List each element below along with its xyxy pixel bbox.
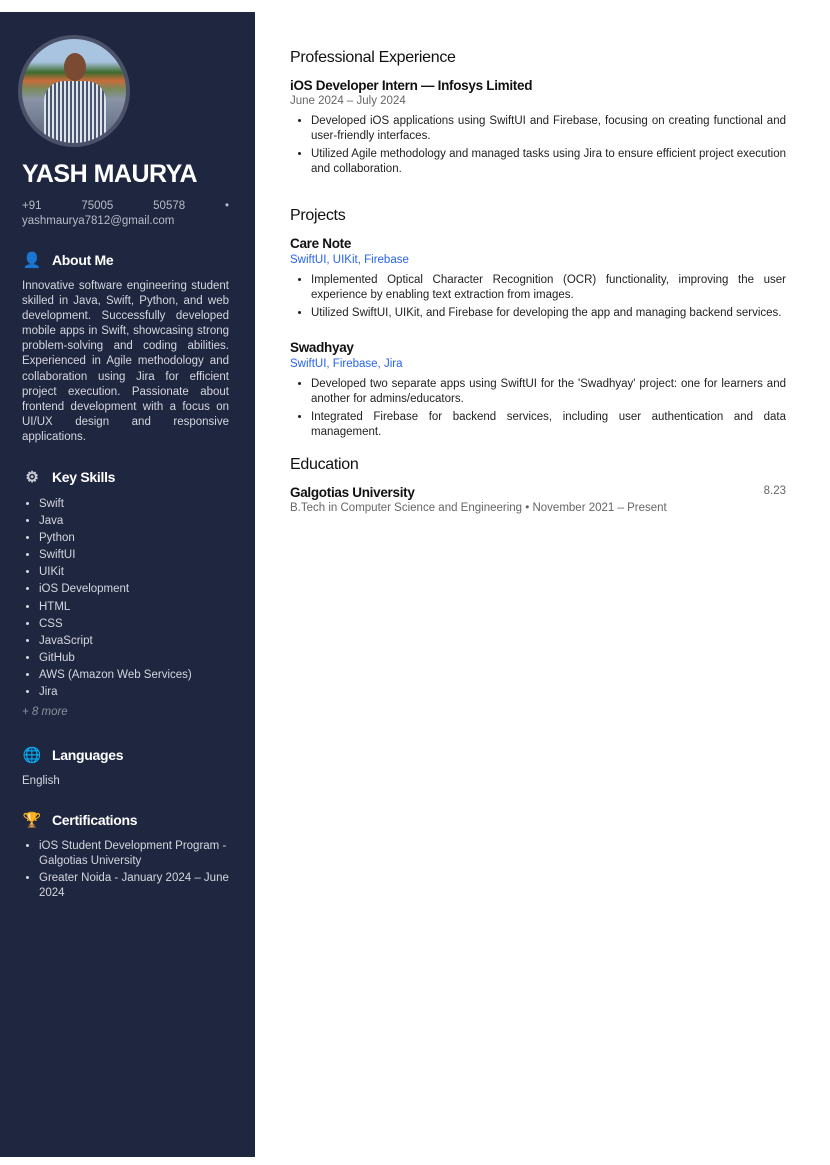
- project-name: Swadhyay: [290, 340, 354, 355]
- language-item: English: [22, 775, 60, 787]
- job-title: iOS Developer Intern — Infosys Limited: [290, 78, 533, 93]
- section-title: Certifications: [52, 812, 138, 828]
- certifications-section: [22, 811, 229, 901]
- phone-part: 75005: [81, 200, 114, 212]
- project-tech: SwiftUI, UIKit, Firebase: [290, 254, 409, 266]
- skill-item: • CSS: [39, 616, 229, 633]
- skill-item: • Java: [39, 513, 229, 530]
- about-section: [22, 251, 229, 445]
- gear-icon: ⚙: [25, 469, 39, 486]
- skill-item: • AWS (Amazon Web Services): [39, 667, 229, 684]
- project-bullet: • Developed two separate apps using SwiftUI for the 'Swadhyay' project: one for learners and another for admins/educators.: [311, 377, 786, 407]
- phone-part: +91: [22, 200, 42, 212]
- person-icon: 👤: [22, 252, 42, 269]
- skill-item: • SwiftUI: [39, 547, 229, 564]
- project-entry: [290, 236, 786, 324]
- skill-item: • JavaScript: [39, 633, 229, 650]
- certification-item: • Greater Noida - January 2024 – June 2024: [39, 871, 229, 901]
- skill-item: • Jira: [39, 684, 229, 701]
- gpa: 8.23: [763, 485, 786, 497]
- skills-section: [22, 468, 229, 718]
- candidate-name: YASH MAURYA: [22, 160, 198, 188]
- section-title: About Me: [52, 252, 114, 268]
- education-entry: [290, 485, 786, 514]
- projects-heading: Projects: [290, 207, 346, 224]
- project-bullet: • Implemented Optical Character Recognition (OCR) functionality, improving the user experience by enabling text extraction from images.: [311, 273, 786, 303]
- email[interactable]: yashmaurya7812@gmail.com: [22, 215, 175, 227]
- section-title: Languages: [52, 747, 124, 763]
- project-bullet: • Utilized SwiftUI, UIKit, and Firebase for developing the app and managing backend services.: [311, 306, 786, 321]
- job-dates: June 2024 – July 2024: [290, 95, 406, 107]
- job-bullet: • Developed iOS applications using SwiftUI and Firebase, focusing on creating functional and user-friendly interfaces.: [311, 114, 786, 144]
- trophy-icon: 🏆: [22, 812, 42, 829]
- project-entry: [290, 340, 786, 443]
- globe-icon: 🌐: [22, 747, 42, 764]
- job-entry: [290, 78, 786, 180]
- section-title: Key Skills: [52, 469, 116, 485]
- project-tech: SwiftUI, Firebase, Jira: [290, 358, 403, 370]
- skill-item: • UIKit: [39, 564, 229, 581]
- experience-heading: Professional Experience: [290, 49, 456, 66]
- sidebar: [0, 12, 255, 1157]
- skill-item: • GitHub: [39, 650, 229, 667]
- skill-item: • iOS Development: [39, 581, 229, 598]
- languages-section: [22, 746, 229, 789]
- about-text: Innovative software engineering student skilled in Java, Swift, Python, and web development. Successfully developed mobile apps in Swift, showcasing strong problem-solving and coding abilities. Experienced in Agile methodology and collaboration using Jira for efficient project execution. Passionate about frontend development with a focus on UI/UX design and responsive applications.: [22, 280, 229, 443]
- job-bullet: • Utilized Agile methodology and managed tasks using Jira to ensure efficient project execution and collaboration.: [311, 147, 786, 177]
- certification-item: • iOS Student Development Program - Galgotias University: [39, 839, 229, 869]
- skill-item: • Python: [39, 530, 229, 547]
- contact-info: [22, 199, 229, 229]
- degree-details: B.Tech in Computer Science and Engineering • November 2021 – Present: [290, 502, 667, 514]
- skill-item: • HTML: [39, 599, 229, 616]
- more-skills: + 8 more: [22, 706, 68, 719]
- phone-part: 50578: [153, 200, 186, 212]
- project-name: Care Note: [290, 236, 352, 251]
- skill-item: • Swift: [39, 496, 229, 513]
- project-bullet: • Integrated Firebase for backend services, including user authentication and data management.: [311, 410, 786, 440]
- school-name: Galgotias University: [290, 485, 415, 500]
- education-heading: Education: [290, 456, 359, 473]
- separator: •: [224, 200, 229, 212]
- profile-photo: [18, 35, 130, 147]
